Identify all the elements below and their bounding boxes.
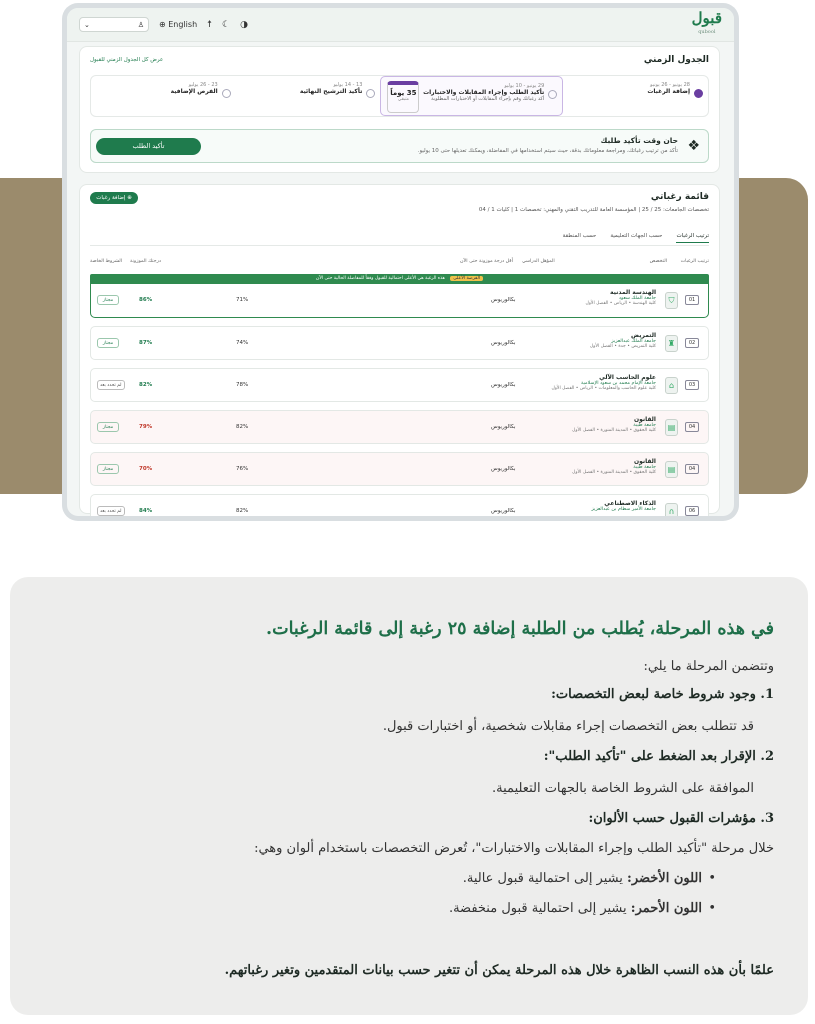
row-number: 06 — [685, 506, 699, 516]
countdown-label: متبقي — [397, 97, 409, 102]
major-info — [572, 416, 656, 433]
degree: بكالوريوس — [491, 424, 516, 430]
item3-text: خلال مرحلة "تأكيد الطلب وإجراء المقابلات والاختبارات"، تُعرض التخصصات باستخدام ألوان وهي: — [254, 841, 774, 856]
arch-icon: ∩ — [665, 503, 678, 516]
top-chance-banner — [90, 274, 709, 284]
min-score: 78% — [236, 382, 249, 388]
major-name: علوم الحاسب الآلي — [599, 374, 656, 381]
radio-icon — [548, 90, 557, 99]
device-frame — [62, 3, 739, 521]
table-row[interactable] — [90, 284, 709, 318]
col-header: أقل درجة موزونة حتى الآن — [460, 259, 513, 264]
item2-text: الموافقة على الشروط الخاصة بالجهات التعليمية. — [492, 781, 754, 796]
university-name: جامعة الأمير سطام بن عبدالعزيز — [591, 507, 656, 512]
timeline-step-add-wishes[interactable] — [563, 76, 708, 116]
college-info: كلية الحقوق • المدينة المنورة • الفصل الأول — [572, 428, 656, 433]
row-number: 01 — [685, 295, 699, 305]
shield-icon: ⛉ — [665, 292, 678, 309]
tab-by-region[interactable]: حسب المنطقة — [562, 233, 597, 239]
college-info: كلية علوم الحاسب والمعلومات • الرياض • الفصل الأول — [551, 386, 656, 391]
college-info: كلية الحقوق • المدينة المنورة • الفصل الأول — [572, 470, 656, 475]
step-date: 13 - 14 يوليو — [333, 82, 363, 88]
special-conditions-badge: لم تحدد بعد — [97, 380, 125, 390]
step-date: 28 يونيو - 26 يونيو — [650, 82, 690, 88]
logo-text: قبول — [691, 8, 722, 27]
explanation-title: في هذه المرحلة، يُطلب من الطلبة إضافة ٢٥ رغبة إلى قائمة الرغبات. — [266, 619, 774, 639]
app-logo[interactable] — [691, 8, 722, 39]
your-score: 82% — [139, 382, 153, 388]
handshake-icon: ❖ — [687, 138, 700, 154]
min-score: 82% — [236, 424, 249, 430]
min-score: 82% — [236, 508, 249, 514]
logo-subtext: qubool — [698, 28, 716, 35]
special-conditions-badge: مجتاز — [97, 422, 119, 432]
user-dropdown[interactable] — [79, 17, 149, 32]
step-title: إضافة الرغبات — [647, 88, 690, 95]
wishlist-card — [79, 184, 720, 514]
major-info — [551, 374, 656, 391]
language-label: English — [168, 20, 198, 29]
contrast-icon[interactable]: ◑ — [240, 19, 248, 30]
step-title: تأكيد الترشيح النهائية — [299, 88, 363, 95]
major-info — [585, 289, 656, 306]
schedule-title: الجدول الزمني — [643, 55, 709, 65]
countdown-badge — [387, 81, 419, 113]
col-header: الشروط الخاصة — [90, 259, 122, 264]
language-switch[interactable] — [159, 20, 197, 29]
table-row[interactable] — [90, 368, 709, 402]
closing-note: علمًا بأن هذه النسب الظاهرة خلال هذه المرحلة يمكن أن تتغير حسب بيانات المتقدمين وتغير رغباتهم. — [224, 963, 774, 978]
green-text: يشير إلى احتمالية قبول عالية. — [462, 871, 623, 886]
major-info — [591, 500, 656, 512]
major-name: القانون — [633, 416, 656, 423]
min-score: 76% — [236, 466, 249, 472]
table-row[interactable] — [90, 410, 709, 444]
green-label: اللون الأخضر: — [627, 871, 702, 886]
person-icon: ♙ — [137, 20, 144, 29]
radio-icon — [222, 89, 231, 98]
schedule-card — [79, 46, 720, 173]
row-number: 03 — [685, 380, 699, 390]
step-title: تأكيد الطلب وإجراء المقابلات والاختبارات — [423, 89, 545, 96]
university-name: جامعة الملك عبدالعزيز — [611, 339, 656, 344]
wishlist-stats: تخصصات الجامعات: 25 / 25 | المؤسسة العامة للتدريب التقني والمهني: تخصصات 1 | كليات 1 / 04 — [478, 207, 709, 213]
degree: بكالوريوس — [491, 382, 516, 388]
table-row[interactable] — [90, 452, 709, 486]
tab-by-institution[interactable]: حسب الجهات التعليمية — [610, 233, 663, 239]
min-score: 71% — [236, 297, 249, 303]
tab-divider — [90, 245, 709, 246]
plus-icon: ⊕ — [127, 195, 132, 201]
university-name: جامعة طيبة — [633, 465, 656, 470]
row-number: 04 — [685, 422, 699, 432]
intro-text: وتتضمن المرحلة ما يلي: — [643, 659, 774, 674]
major-name: التمريض — [631, 332, 656, 339]
degree: بكالوريوس — [491, 297, 516, 303]
college-info: كلية الهندسة • الرياض • الفصل الأول — [585, 301, 656, 306]
major-name: الذكاء الاصطناعي — [604, 500, 656, 507]
green-indicator-item — [463, 871, 702, 886]
red-text: يشير إلى احتمالية قبول منخفضة. — [448, 901, 627, 916]
row-number: 04 — [685, 464, 699, 474]
your-score: 84% — [139, 508, 153, 514]
chevron-down-icon: ⌄ — [84, 20, 90, 29]
explanation-panel — [10, 577, 808, 1015]
tower-icon: ♜ — [665, 335, 678, 352]
timeline-step-final-nomination[interactable] — [236, 76, 381, 116]
toolbar — [79, 17, 248, 32]
min-score: 74% — [236, 340, 249, 346]
item1-title: 1. وجود شروط خاصة لبعض التخصصات: — [551, 687, 774, 702]
university-name: جامعة طيبة — [633, 423, 656, 428]
degree: بكالوريوس — [491, 340, 516, 346]
app-screen — [67, 8, 734, 516]
special-conditions-badge: مجتاز — [97, 338, 119, 348]
major-name: الهندسة المدنية — [610, 289, 656, 296]
major-info — [572, 458, 656, 475]
timeline-steps — [90, 75, 709, 117]
university-name: جامعة الملك سعود — [618, 296, 656, 301]
book-icon: ▤ — [665, 419, 678, 436]
special-conditions-badge: لم تحدد بعد — [97, 506, 125, 516]
globe-icon: ⊕ — [159, 20, 166, 29]
college-info: كلية التمريض • جدة • الفصل الأول — [589, 344, 656, 349]
your-score: 70% — [139, 466, 153, 472]
col-header: المؤهل الدراسي — [522, 259, 555, 264]
item3-title: 3. مؤشرات القبول حسب الألوان: — [588, 811, 774, 826]
step-desc: أكد رغباتك وقم بإجراء المقابلات أو الاختبارات المطلوبة — [431, 96, 545, 102]
red-label: اللون الأحمر: — [630, 901, 702, 916]
special-conditions-badge: مجتاز — [97, 295, 119, 305]
wishlist-title: قائمة رغباتي — [650, 192, 709, 202]
countdown-value: 35 يوماً — [390, 89, 417, 97]
moon-icon[interactable]: ☾ — [222, 19, 231, 30]
top-bar — [67, 8, 734, 42]
university-name: جامعة الإمام محمد بن سعود الإسلامية — [580, 381, 656, 386]
timeline-step-extra-chances[interactable] — [91, 76, 236, 116]
red-indicator-item — [449, 901, 702, 916]
confirm-panel — [90, 129, 709, 163]
top-chance-tag: الفرصة الأعلى — [450, 276, 483, 281]
item1-text: قد تتطلب بعض التخصصات إجراء مقابلات شخصية، أو اختبارات قبول. — [382, 719, 754, 734]
confirm-request-button[interactable]: تأكيد الطلب — [96, 138, 201, 155]
row-number: 02 — [685, 338, 699, 348]
table-row[interactable] — [90, 326, 709, 360]
item2-title: 2. الإقرار بعد الضغط على "تأكيد الطلب": — [543, 749, 774, 764]
special-conditions-badge: مجتاز — [97, 464, 119, 474]
confirm-desc: تأكد من ترتيب رغباتك، ومراجعة معلوماتك بدقة، حيث سيتم استخدامها في المفاضلة، ويمكنك تعديلها حتى 10 يوليو. — [417, 148, 678, 154]
banner-text: هذه الرغبة هي الأعلى احتمالية للقبول وفقاً للمفاضلة الحالية حتى الآن — [315, 276, 445, 281]
timeline-step-confirm[interactable] — [380, 76, 563, 116]
step-title: الفرص الإضافية — [170, 88, 218, 95]
add-wishes-label: إضافة رغبات — [96, 195, 126, 201]
col-header: ترتيب الرغبات — [680, 259, 709, 264]
table-row[interactable] — [90, 494, 709, 516]
wish-rows — [90, 284, 709, 516]
building-icon: ⌂ — [665, 377, 678, 394]
book-icon: ▤ — [665, 461, 678, 478]
col-header: التخصص — [649, 259, 667, 264]
degree: بكالوريوس — [491, 466, 516, 472]
confirm-title: حان وقت تأكيد طلبك — [600, 136, 678, 145]
your-score: 86% — [139, 297, 153, 303]
view-full-schedule-link[interactable]: عرض كل الجدول الزمني للقبول — [90, 57, 164, 63]
tab-order[interactable]: ترتيب الرغبات — [676, 233, 709, 243]
accessibility-icon[interactable]: ☨ — [207, 19, 213, 30]
step-date: 23 - 26 يوليو — [188, 82, 218, 88]
wishlist-tabs — [563, 233, 709, 243]
major-info — [590, 332, 656, 349]
degree: بكالوريوس — [491, 508, 516, 514]
step-date: 29 يونيو - 10 يوليو — [504, 83, 545, 89]
your-score: 87% — [139, 340, 153, 346]
col-header: درجتك الموزونة — [130, 259, 162, 264]
add-wishes-button[interactable] — [90, 192, 138, 204]
your-score: 79% — [139, 424, 153, 430]
major-name: القانون — [633, 458, 656, 465]
table-header — [90, 259, 709, 269]
check-icon — [694, 89, 703, 98]
radio-icon — [366, 89, 375, 98]
